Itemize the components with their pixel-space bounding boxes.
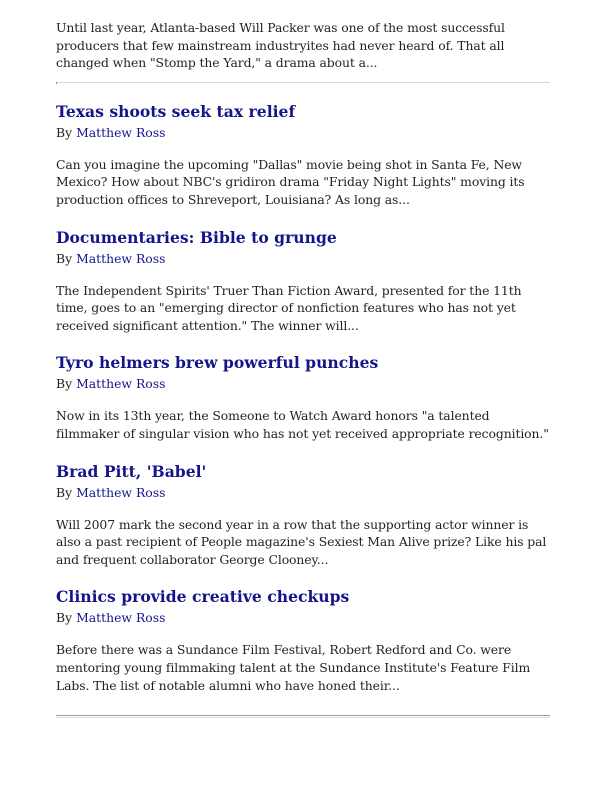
article-summary: Before there was a Sundance Film Festival, Robert Redford and Co. were mentoring young filmmaking talent at the Sundance Institute's Feature Film Labs. The list of notable alumni who have honed their... (56, 642, 531, 693)
author-link[interactable]: Matthew Ross (76, 250, 166, 266)
byline-prefix: By (56, 484, 73, 500)
article-summary: Can you imagine the upcoming "Dallas" movie being shot in Santa Fe, New Mexico? How about NBC's gridiron drama "Friday Night Lights" moving its production offices to Shreveport, Louisiana? As long as... (56, 156, 525, 207)
byline-prefix: By (56, 250, 73, 266)
article-list-page (56, 0, 550, 694)
article-item (56, 228, 550, 335)
article-item (56, 102, 550, 209)
article-title-link[interactable]: Tyro helmers brew powerful punches (56, 353, 379, 373)
article-summary: The Independent Spirits' Truer Than Fiction Award, presented for the 11th time, goes to an "emerging director of nonfiction features who has not yet received significant attention." The winner will... (56, 282, 522, 333)
author-link[interactable]: Matthew Ross (76, 376, 166, 392)
byline (56, 124, 550, 142)
byline-prefix: By (56, 610, 73, 626)
byline-prefix: By (56, 124, 73, 140)
top-divider (56, 82, 550, 83)
intro-summary: Until last year, Atlanta-based Will Packer was one of the most successful producers that few mainstream industryites had never heard of. That all changed when "Stomp the Yard," a drama about a... (56, 20, 505, 71)
article-item (56, 462, 550, 569)
author-link[interactable]: Matthew Ross (76, 610, 166, 626)
bottom-divider (56, 715, 550, 718)
byline-prefix: By (56, 376, 73, 392)
article-summary: Will 2007 mark the second year in a row that the supporting actor winner is also a past recipient of People magazine's Sexiest Man Alive prize? Like his pal and frequent collaborator George Clooney... (56, 516, 547, 567)
byline (56, 250, 550, 268)
article-title-link[interactable]: Documentaries: Bible to grunge (56, 227, 337, 247)
article-summary: Now in its 13th year, the Someone to Watch Award honors "a talented filmmaker of singular vision who has not yet received appropriate recognition." (56, 408, 549, 441)
article-item (56, 587, 550, 694)
byline (56, 484, 550, 502)
author-link[interactable]: Matthew Ross (76, 124, 166, 140)
author-link[interactable]: Matthew Ross (76, 484, 166, 500)
byline (56, 375, 550, 393)
article-item (56, 353, 550, 442)
article-title-link[interactable]: Clinics provide creative checkups (56, 587, 350, 607)
byline (56, 609, 550, 627)
article-title-link[interactable]: Texas shoots seek tax relief (56, 101, 296, 121)
article-title-link[interactable]: Brad Pitt, 'Babel' (56, 461, 207, 481)
